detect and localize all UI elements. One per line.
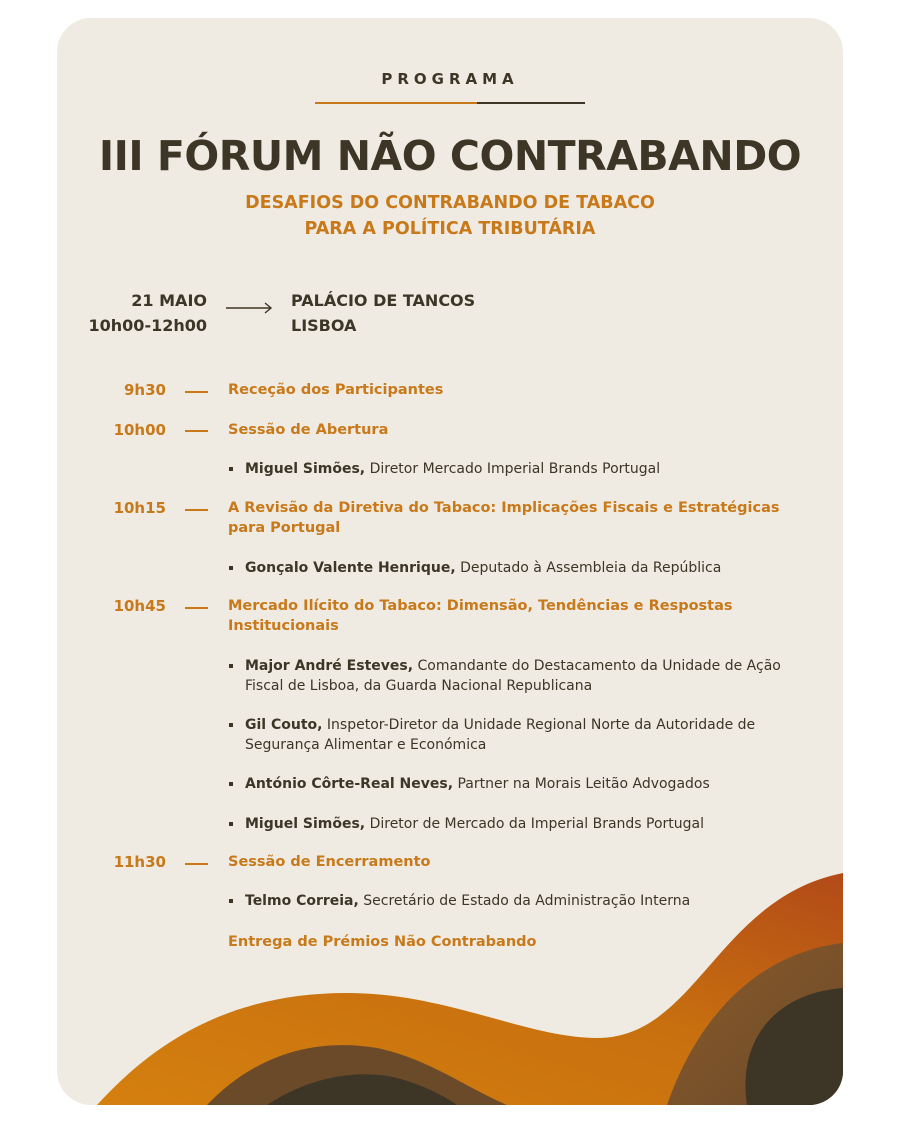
- slot-time: 9h30: [124, 381, 166, 399]
- slot-time: 10h00: [113, 421, 166, 439]
- arrow-right-icon: [226, 301, 274, 315]
- speaker-item: [245, 891, 790, 911]
- program-card: [57, 18, 843, 1105]
- slot-title: Mercado Ilícito do Tabaco: Dimensão, Tendências e Respostas Institucionais: [228, 598, 733, 634]
- speaker-name: Miguel Simões,: [245, 461, 366, 477]
- slot-time: 10h45: [113, 597, 166, 615]
- event-time: 10h00-12h00: [88, 316, 207, 335]
- event-city: LISBOA: [291, 316, 357, 335]
- speaker-role: Diretor Mercado Imperial Brands Portugal: [365, 461, 661, 477]
- speaker-item: [245, 814, 790, 834]
- speaker-item: [245, 774, 790, 794]
- speaker-name: Major André Esteves,: [245, 658, 414, 674]
- event-when: [70, 288, 207, 338]
- event-title: III FÓRUM NÃO CONTRABANDO: [98, 132, 802, 180]
- speaker-role: Diretor de Mercado da Imperial Brands Portugal: [365, 816, 705, 832]
- speaker-item: [245, 715, 790, 755]
- speaker-role: Partner na Morais Leitão Advogados: [453, 776, 710, 792]
- speaker-item: [245, 656, 790, 696]
- event-subtitle: [57, 190, 843, 242]
- subtitle-line-2: PARA A POLÍTICA TRIBUTÁRIA: [304, 219, 596, 239]
- speaker-name: Telmo Correia,: [245, 893, 359, 909]
- slot-time: 11h30: [113, 853, 166, 871]
- slot-title: Receção dos Participantes: [228, 382, 444, 398]
- slot-title: Sessão de Abertura: [228, 422, 389, 438]
- slot-title: Sessão de Encerramento: [228, 854, 431, 870]
- event-date: 21 MAIO: [131, 291, 207, 310]
- speaker-role: Secretário de Estado da Administração Interna: [358, 893, 691, 909]
- event-venue: PALÁCIO DE TANCOS: [291, 291, 476, 310]
- slot-title: Entrega de Prémios Não Contrabando: [228, 934, 537, 950]
- speaker-item: [245, 558, 790, 578]
- program-kicker: PROGRAMA: [381, 70, 519, 88]
- slot-dash: [185, 863, 208, 865]
- speaker-name: Gil Couto,: [245, 717, 323, 733]
- speaker-name: Gonçalo Valente Henrique,: [245, 560, 456, 576]
- slot-dash: [185, 391, 208, 393]
- speaker-role: Inspetor-Diretor da Unidade Regional Norte da Autoridade de Segurança Alimentar e Económica: [245, 717, 756, 753]
- slot-time: 10h15: [113, 499, 166, 517]
- kicker-underline: [315, 102, 585, 104]
- slot-dash: [185, 430, 208, 432]
- speaker-role: Comandante do Destacamento da Unidade de Ação Fiscal de Lisboa, da Guarda Nacional Republicana: [245, 658, 781, 694]
- speaker-item: [245, 459, 790, 479]
- speaker-role: Deputado à Assembleia da República: [455, 560, 722, 576]
- event-where: [291, 288, 691, 338]
- slot-title: A Revisão da Diretiva do Tabaco: Implicações Fiscais e Estratégicas para Portugal: [228, 500, 780, 536]
- slot-dash: [185, 509, 208, 511]
- slot-dash: [185, 607, 208, 609]
- speaker-name: Miguel Simões,: [245, 816, 366, 832]
- subtitle-line-1: DESAFIOS DO CONTRABANDO DE TABACO: [245, 193, 655, 213]
- speaker-name: António Côrte-Real Neves,: [245, 776, 454, 792]
